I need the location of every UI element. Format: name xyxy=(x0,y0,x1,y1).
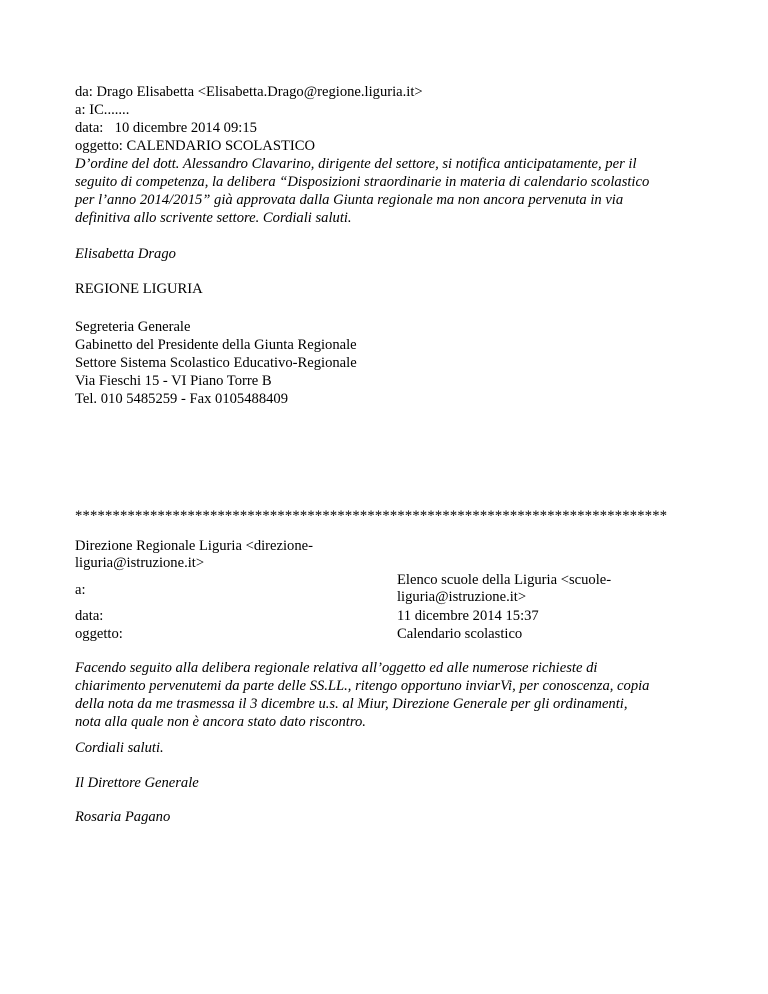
from-label: da: xyxy=(75,84,93,100)
address-line: Via Fieschi 15 - VI Piano Torre B xyxy=(75,373,272,389)
email2-date-value: 11 dicembre 2014 15:37 xyxy=(397,608,539,624)
signer-title: Il Direttore Generale xyxy=(75,775,199,791)
signer-name: Rosaria Pagano xyxy=(75,809,171,825)
email1-to-row xyxy=(75,102,129,119)
email2-body-line: nota alla quale non è ancora stato dato riscontro. xyxy=(75,714,366,730)
email1-date-row xyxy=(75,120,257,137)
separator-line: ******************************************************************************* xyxy=(75,508,668,524)
email1-from-row xyxy=(75,84,423,101)
to-line: liguria@istruzione.it> xyxy=(397,589,527,605)
email1-body-line: seguito di competenza, la delibera “Disposizioni straordinarie in materia di calendario scolastico xyxy=(75,174,650,190)
date-label: data: xyxy=(75,120,104,136)
email2-body-line: della nota da me trasmessa il 3 dicembre u.s. al Miur, Direzione Generale per gli ordinamenti, xyxy=(75,696,628,712)
email2-from xyxy=(75,538,313,572)
date-value: 10 dicembre 2014 09:15 xyxy=(114,120,257,136)
email1-body-line: D’ordine del dott. Alessandro Clavarino, dirigente del settore, si notifica anticipatamente, per il xyxy=(75,156,637,172)
email2-subject-label: oggetto: xyxy=(75,626,123,642)
email2-body-line: Facendo seguito alla delibera regionale relativa all’oggetto ed alle numerose richieste di xyxy=(75,660,598,676)
email2-to-label: a: xyxy=(75,582,86,598)
organization: REGIONE LIGURIA xyxy=(75,281,203,297)
email1-body-line: per l’anno 2014/2015” già approvata dalla Giunta regionale ma non ancora pervenuta in via xyxy=(75,192,624,208)
address-line: Segreteria Generale xyxy=(75,319,191,335)
subject-label: oggetto: xyxy=(75,138,123,154)
email2-to-value xyxy=(397,572,611,606)
email2-subject-value: Calendario scolastico xyxy=(397,626,523,642)
signature-name: Elisabetta Drago xyxy=(75,246,176,262)
closing: Cordiali saluti. xyxy=(75,740,164,756)
to-label: a: xyxy=(75,102,86,118)
subject-value: CALENDARIO SCOLASTICO xyxy=(126,138,316,154)
email2-date-label: data: xyxy=(75,608,104,624)
from-value: Drago Elisabetta <Elisabetta.Drago@regione.liguria.it> xyxy=(96,84,423,100)
to-line: Elenco scuole della Liguria <scuole- xyxy=(397,572,612,588)
from-line: Direzione Regionale Liguria <direzione- xyxy=(75,538,313,554)
from-line: liguria@istruzione.it> xyxy=(75,555,205,571)
email1-subject-row xyxy=(75,138,315,155)
email1-body-line: definitiva allo scrivente settore. Cordiali saluti. xyxy=(75,210,352,226)
address-line: Gabinetto del Presidente della Giunta Regionale xyxy=(75,337,357,353)
address-line: Tel. 010 5485259 - Fax 0105488409 xyxy=(75,391,289,407)
to-value: IC....... xyxy=(89,102,130,118)
email2-body-line: chiarimento pervenutemi da parte delle SS.LL., ritengo opportuno inviarVi, per conoscenza, copia xyxy=(75,678,650,694)
address-line: Settore Sistema Scolastico Educativo-Regionale xyxy=(75,355,357,371)
